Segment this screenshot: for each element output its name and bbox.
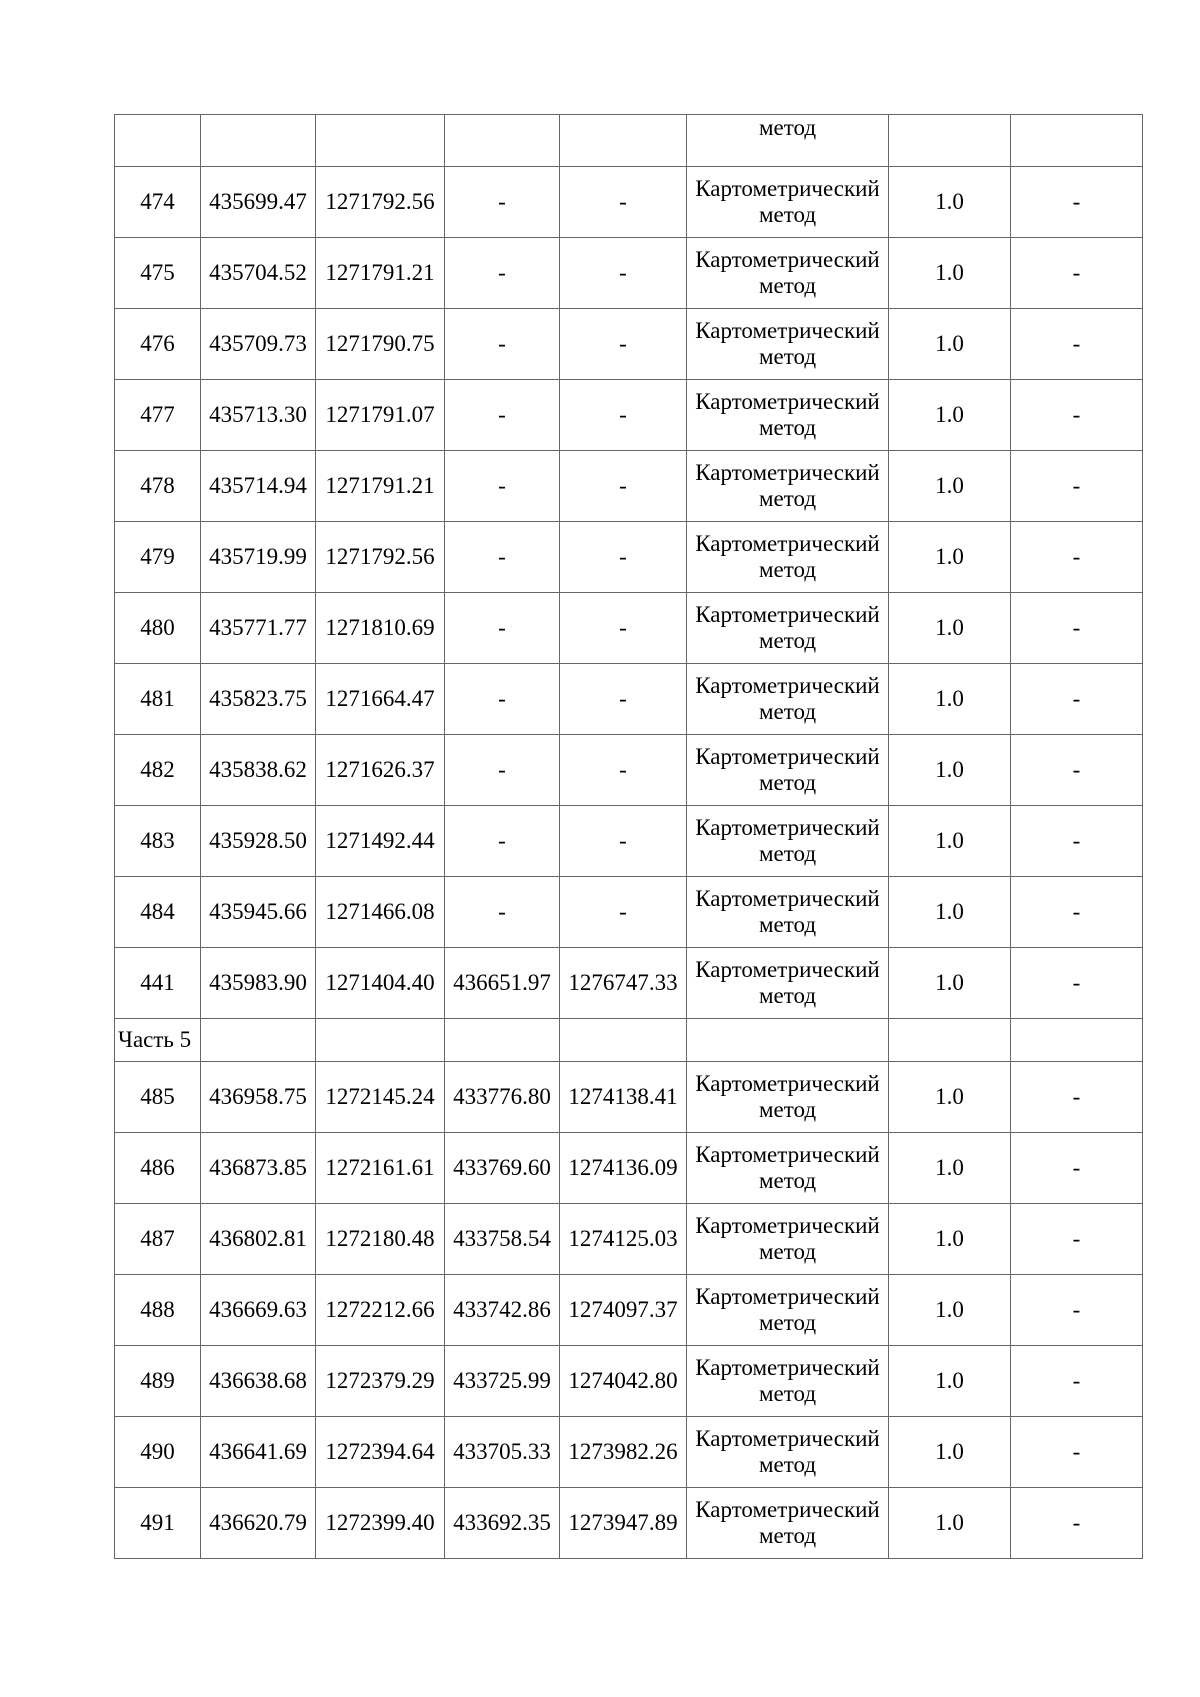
old-y-coordinate-cell: - [560,309,687,380]
x-coordinate-cell: 435823.75 [201,664,316,735]
table-row [115,1062,1143,1133]
old-y-coordinate-cell: 1274097.37 [560,1275,687,1346]
empty-cell [201,1019,316,1062]
table-row [115,1133,1143,1204]
y-coordinate-cell: 1272379.29 [316,1346,445,1417]
accuracy-cell: 1.0 [889,735,1011,806]
empty-cell [889,1019,1011,1062]
y-coordinate-cell: 1271791.07 [316,380,445,451]
method-line-2: метод [758,699,817,724]
y-coordinate-cell: 1272399.40 [316,1488,445,1559]
section-label: Часть 5 [115,1019,201,1062]
method-line-1: Картометрический [695,815,880,840]
method-line-1: Картометрический [695,673,880,698]
old-y-coordinate-cell: 1273947.89 [560,1488,687,1559]
empty-cell [687,1019,889,1062]
note-cell: - [1011,735,1143,806]
method-line-2: метод [758,486,817,511]
old-x-coordinate-cell [445,115,560,167]
method-cell [687,1488,889,1559]
method-cell [687,1346,889,1417]
method-cell [687,522,889,593]
old-y-coordinate-cell: 1274125.03 [560,1204,687,1275]
table-row [115,806,1143,877]
old-x-coordinate-cell: 433725.99 [445,1346,560,1417]
point-number-cell: 486 [115,1133,201,1204]
old-y-coordinate-cell: - [560,735,687,806]
table-row [115,593,1143,664]
table-row [115,309,1143,380]
table-row [115,948,1143,1019]
accuracy-cell: 1.0 [889,1488,1011,1559]
method-line-2: метод [758,770,817,795]
old-y-coordinate-cell: - [560,380,687,451]
x-coordinate-cell: 435945.66 [201,877,316,948]
point-number-cell: 482 [115,735,201,806]
old-x-coordinate-cell: - [445,451,560,522]
y-coordinate-cell: 1271492.44 [316,806,445,877]
accuracy-cell: 1.0 [889,806,1011,877]
table-row [115,451,1143,522]
old-x-coordinate-cell: - [445,167,560,238]
table-row [115,1346,1143,1417]
table-row-continued [115,115,1143,167]
accuracy-cell: 1.0 [889,238,1011,309]
y-coordinate-cell: 1271404.40 [316,948,445,1019]
x-coordinate-cell: 435704.52 [201,238,316,309]
old-y-coordinate-cell: 1274138.41 [560,1062,687,1133]
point-number-cell: 441 [115,948,201,1019]
point-number-cell: 489 [115,1346,201,1417]
method-line-1: Картометрический [695,1284,880,1309]
method-line-2: метод [758,1239,817,1264]
old-y-coordinate-cell [560,115,687,167]
note-cell: - [1011,593,1143,664]
y-coordinate-cell: 1272212.66 [316,1275,445,1346]
old-y-coordinate-cell: - [560,664,687,735]
accuracy-cell: 1.0 [889,451,1011,522]
old-x-coordinate-cell: - [445,877,560,948]
method-cell [687,735,889,806]
method-line-2: метод [758,1452,817,1477]
old-y-coordinate-cell: - [560,238,687,309]
method-line-2: метод [758,344,817,369]
accuracy-cell: 1.0 [889,1275,1011,1346]
old-x-coordinate-cell: 433769.60 [445,1133,560,1204]
accuracy-cell [889,115,1011,167]
old-x-coordinate-cell: - [445,735,560,806]
point-number-cell: 487 [115,1204,201,1275]
section-row [115,1019,1143,1062]
old-x-coordinate-cell: - [445,664,560,735]
x-coordinate-cell: 435699.47 [201,167,316,238]
method-line-1: Картометрический [695,886,880,911]
point-number-cell: 475 [115,238,201,309]
point-number-cell: 481 [115,664,201,735]
method-line-1: Картометрический [695,176,880,201]
method-line-2: метод [758,1097,817,1122]
method-line-2: метод [758,202,817,227]
x-coordinate-cell [201,115,316,167]
x-coordinate-cell: 435928.50 [201,806,316,877]
method-line-2: метод [758,1523,817,1548]
method-cell [687,451,889,522]
method-cell [687,1204,889,1275]
method-cell [687,877,889,948]
old-x-coordinate-cell: - [445,593,560,664]
method-cell: метод [687,115,889,167]
note-cell [1011,115,1143,167]
note-cell: - [1011,1488,1143,1559]
y-coordinate-cell: 1272145.24 [316,1062,445,1133]
note-cell: - [1011,1133,1143,1204]
x-coordinate-cell: 436802.81 [201,1204,316,1275]
table-row [115,1275,1143,1346]
note-cell: - [1011,1346,1143,1417]
old-x-coordinate-cell: - [445,238,560,309]
point-number-cell: 491 [115,1488,201,1559]
note-cell: - [1011,1204,1143,1275]
method-cell [687,1133,889,1204]
empty-cell [1011,1019,1143,1062]
table-row [115,238,1143,309]
x-coordinate-cell: 436620.79 [201,1488,316,1559]
note-cell: - [1011,664,1143,735]
note-cell: - [1011,1275,1143,1346]
method-line-1: Картометрический [695,1142,880,1167]
point-number-cell: 490 [115,1417,201,1488]
method-cell [687,948,889,1019]
x-coordinate-cell: 435713.30 [201,380,316,451]
note-cell: - [1011,167,1143,238]
y-coordinate-cell: 1271791.21 [316,238,445,309]
y-coordinate-cell: 1271810.69 [316,593,445,664]
point-number-cell: 480 [115,593,201,664]
old-x-coordinate-cell: 433705.33 [445,1417,560,1488]
table-row [115,522,1143,593]
table-row [115,1204,1143,1275]
y-coordinate-cell [316,115,445,167]
accuracy-cell: 1.0 [889,309,1011,380]
accuracy-cell: 1.0 [889,1133,1011,1204]
old-y-coordinate-cell: - [560,167,687,238]
accuracy-cell: 1.0 [889,522,1011,593]
method-cell [687,1062,889,1133]
old-y-coordinate-cell: - [560,806,687,877]
method-cell [687,380,889,451]
accuracy-cell: 1.0 [889,380,1011,451]
x-coordinate-cell: 436958.75 [201,1062,316,1133]
method-cell [687,167,889,238]
method-line-2: метод [758,415,817,440]
method-cell [687,1275,889,1346]
empty-cell [445,1019,560,1062]
old-x-coordinate-cell: - [445,806,560,877]
table-body [115,115,1143,1559]
point-number-cell: 476 [115,309,201,380]
point-number-cell: 484 [115,877,201,948]
accuracy-cell: 1.0 [889,1417,1011,1488]
point-number-cell: 488 [115,1275,201,1346]
old-y-coordinate-cell: 1274042.80 [560,1346,687,1417]
note-cell: - [1011,380,1143,451]
y-coordinate-cell: 1271664.47 [316,664,445,735]
point-number-cell [115,115,201,167]
old-x-coordinate-cell: 433742.86 [445,1275,560,1346]
accuracy-cell: 1.0 [889,593,1011,664]
table-row [115,664,1143,735]
old-y-coordinate-cell: 1273982.26 [560,1417,687,1488]
method-line-1: Картометрический [695,1497,880,1522]
y-coordinate-cell: 1272180.48 [316,1204,445,1275]
note-cell: - [1011,877,1143,948]
old-x-coordinate-cell: 433776.80 [445,1062,560,1133]
point-number-cell: 477 [115,380,201,451]
x-coordinate-cell: 435983.90 [201,948,316,1019]
method-line-2: метод [758,1168,817,1193]
method-line-1: Картометрический [695,460,880,485]
point-number-cell: 478 [115,451,201,522]
x-coordinate-cell: 435719.99 [201,522,316,593]
method-line-1: Картометрический [695,318,880,343]
method-line-1: Картометрический [695,1213,880,1238]
accuracy-cell: 1.0 [889,877,1011,948]
table-row [115,167,1143,238]
method-cell [687,593,889,664]
x-coordinate-cell: 435709.73 [201,309,316,380]
old-x-coordinate-cell: 433692.35 [445,1488,560,1559]
method-line-1: Картометрический [695,1426,880,1451]
method-line-2: метод [758,841,817,866]
method-line-1: Картометрический [695,247,880,272]
table-row [115,735,1143,806]
accuracy-cell: 1.0 [889,1204,1011,1275]
y-coordinate-cell: 1271792.56 [316,522,445,593]
method-cell [687,238,889,309]
note-cell: - [1011,522,1143,593]
old-x-coordinate-cell: - [445,522,560,593]
x-coordinate-cell: 435771.77 [201,593,316,664]
method-line-1: Картометрический [695,389,880,414]
accuracy-cell: 1.0 [889,948,1011,1019]
x-coordinate-cell: 436638.68 [201,1346,316,1417]
method-line-1: Картометрический [695,1071,880,1096]
method-line-1: Картометрический [695,744,880,769]
method-cell [687,664,889,735]
old-y-coordinate-cell: - [560,593,687,664]
y-coordinate-cell: 1272161.61 [316,1133,445,1204]
point-number-cell: 485 [115,1062,201,1133]
accuracy-cell: 1.0 [889,664,1011,735]
coordinates-table [114,114,1143,1559]
table-row [115,877,1143,948]
point-number-cell: 479 [115,522,201,593]
y-coordinate-cell: 1272394.64 [316,1417,445,1488]
note-cell: - [1011,948,1143,1019]
method-cell [687,309,889,380]
accuracy-cell: 1.0 [889,1062,1011,1133]
old-x-coordinate-cell: - [445,380,560,451]
method-line-1: Картометрический [695,1355,880,1380]
x-coordinate-cell: 436641.69 [201,1417,316,1488]
old-x-coordinate-cell: 436651.97 [445,948,560,1019]
x-coordinate-cell: 435838.62 [201,735,316,806]
x-coordinate-cell: 435714.94 [201,451,316,522]
empty-cell [316,1019,445,1062]
method-line-2: метод [758,1381,817,1406]
point-number-cell: 483 [115,806,201,877]
old-x-coordinate-cell: 433758.54 [445,1204,560,1275]
method-line-1: Картометрический [695,531,880,556]
y-coordinate-cell: 1271466.08 [316,877,445,948]
method-line-2: метод [758,557,817,582]
method-line-2: метод [758,912,817,937]
point-number-cell: 474 [115,167,201,238]
method-line-2: метод [758,983,817,1008]
method-cell [687,806,889,877]
x-coordinate-cell: 436669.63 [201,1275,316,1346]
old-x-coordinate-cell: - [445,309,560,380]
note-cell: - [1011,1062,1143,1133]
method-line-2: метод [758,273,817,298]
note-cell: - [1011,451,1143,522]
method-line-1: Картометрический [695,957,880,982]
empty-cell [560,1019,687,1062]
table-row [115,1488,1143,1559]
method-line-2: метод [758,628,817,653]
old-y-coordinate-cell: 1274136.09 [560,1133,687,1204]
old-y-coordinate-cell: - [560,522,687,593]
table-row [115,380,1143,451]
x-coordinate-cell: 436873.85 [201,1133,316,1204]
old-y-coordinate-cell: 1276747.33 [560,948,687,1019]
old-y-coordinate-cell: - [560,877,687,948]
note-cell: - [1011,238,1143,309]
y-coordinate-cell: 1271791.21 [316,451,445,522]
y-coordinate-cell: 1271626.37 [316,735,445,806]
accuracy-cell: 1.0 [889,167,1011,238]
method-line-2: метод [758,1310,817,1335]
method-line-1: Картометрический [695,602,880,627]
y-coordinate-cell: 1271790.75 [316,309,445,380]
note-cell: - [1011,806,1143,877]
y-coordinate-cell: 1271792.56 [316,167,445,238]
table-row [115,1417,1143,1488]
method-cell [687,1417,889,1488]
accuracy-cell: 1.0 [889,1346,1011,1417]
old-y-coordinate-cell: - [560,451,687,522]
note-cell: - [1011,1417,1143,1488]
note-cell: - [1011,309,1143,380]
